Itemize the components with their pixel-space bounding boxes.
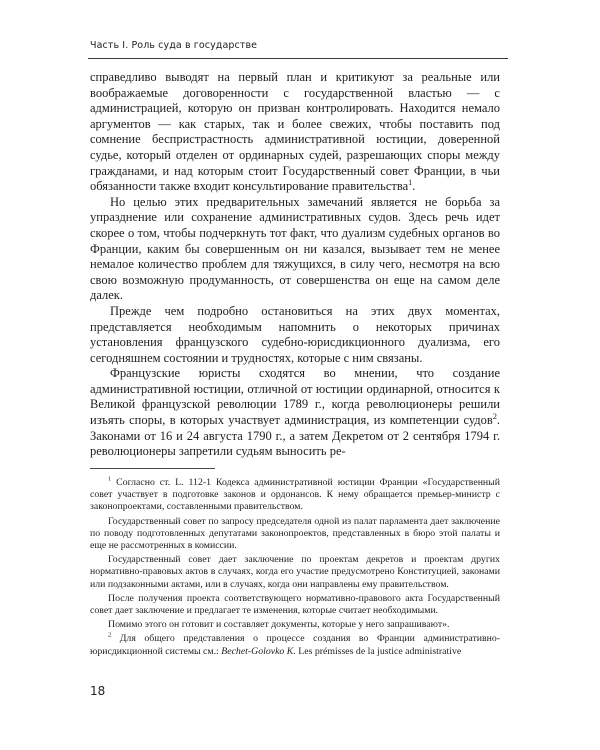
paragraph-4 — [90, 366, 500, 460]
footnote-2-number: 2 — [108, 632, 112, 640]
paragraph-4-text: Французские юристы сходятся во мнении, что создание административной юстиции, отличной от юстиции ординарной, относится к Великой французской революции 1789 г., когда революционеры решили изъять споры, в которых участвует администрация, из компетенции судов — [90, 366, 500, 428]
footnote-1-number: 1 — [108, 475, 112, 483]
paragraph-3: Прежде чем подробно остановиться на этих двух моментах, представляется необходимым напомнить о некоторых причинах установления французского судебно-юрисдикционного дуализма, его сегодняшнем состоянии и трудностях, которые с ним связаны. — [90, 303, 500, 365]
footnote-ref-1: 1 — [408, 178, 413, 187]
page-number: 18 — [90, 684, 106, 698]
footnote-2-author: Bechet-Golovko K. — [221, 645, 296, 657]
footnote-2-text: Для общего представления о процессе создания во Франции административно-юрисдикционной системы см.: — [90, 633, 501, 657]
footnote-1-text: Согласно ст. L. 112-1 Кодекса административной юстиции Франции «Государственный совет участвует в подготовке законов и ордонансов. К нему обращается премьер-министр с законопроектами, составленными правительством. — [90, 477, 500, 513]
footnote-1-para-5: Помимо этого он готовит и составляет документы, которые у него запрашивают». — [108, 619, 450, 631]
paragraph-1-text: справедливо выводят на первый план и критикуют за реальные или воображаемые договоренности с государственной властью — с администрацией, которую он призван контролировать. Находится немало аргументов — как старых, так и более свежих, чтобы поставить под сомнение беспристрастность административной юстиции, доверенной судье, который отделен от ординарных судей, разрешающих споры между гражданами, и над которым стоит Государственный совет Франции, в чьи обязанности также входит консультирование правительства — [90, 70, 500, 194]
footnote-rule — [90, 468, 215, 469]
footnotes — [90, 477, 500, 660]
running-head: Часть I. Роль суда в государстве — [90, 40, 258, 51]
footnote-1-para-4: После получения проекта соответствующего нормативно-правового акта Государственный совет дает заключение и предлагает те изменения, которые считает необходимыми. — [90, 592, 500, 617]
footnote-2-title: Les prémisses de la justice administrative — [298, 645, 462, 657]
paragraph-2: Но целью этих предварительных замечаний является не борьба за упразднение или сохранение административных судов. Здесь речь идет скорее о том, чтобы подчеркнуть тот факт, что дуализм судебных органов во Франции, каким бы совершенным он ни казался, вызывает тем не менее немалое количество проблем для тяжущихся, в силу чего, несмотря на всю свою возможную продуманность, от совершенства он еще на самом деле далек. — [90, 194, 500, 303]
paragraph-1 — [90, 70, 500, 195]
paragraph-4-tail: . Законами от 16 и 24 августа 1790 г., а затем Декретом от 2 сентября 1794 г. революционеры запретили судьям выносить ре- — [90, 413, 500, 459]
paragraph-1-tail: . — [412, 179, 416, 194]
footnote-1 — [90, 477, 500, 514]
header-rule — [88, 58, 508, 59]
footnote-ref-2: 2 — [492, 411, 497, 421]
footnote-1-para-3: Государственный совет дает заключение по проектам декретов и проектам других нормативно-правовых актов в случаях, когда его участие предусмотрено Конституцией, законами или подзаконными актами, или в случаях, когда они направлены ему правительством. — [90, 554, 500, 590]
main-text — [90, 70, 500, 460]
footnote-1-para-2: Государственный совет по запросу председателя одной из палат парламента дает заключение по поводу подготовленных депутатами законопроектов, представленных в бюро этой палаты и еще не рассмотренных в комиссии. — [90, 515, 500, 552]
footnote-2 — [90, 633, 500, 657]
